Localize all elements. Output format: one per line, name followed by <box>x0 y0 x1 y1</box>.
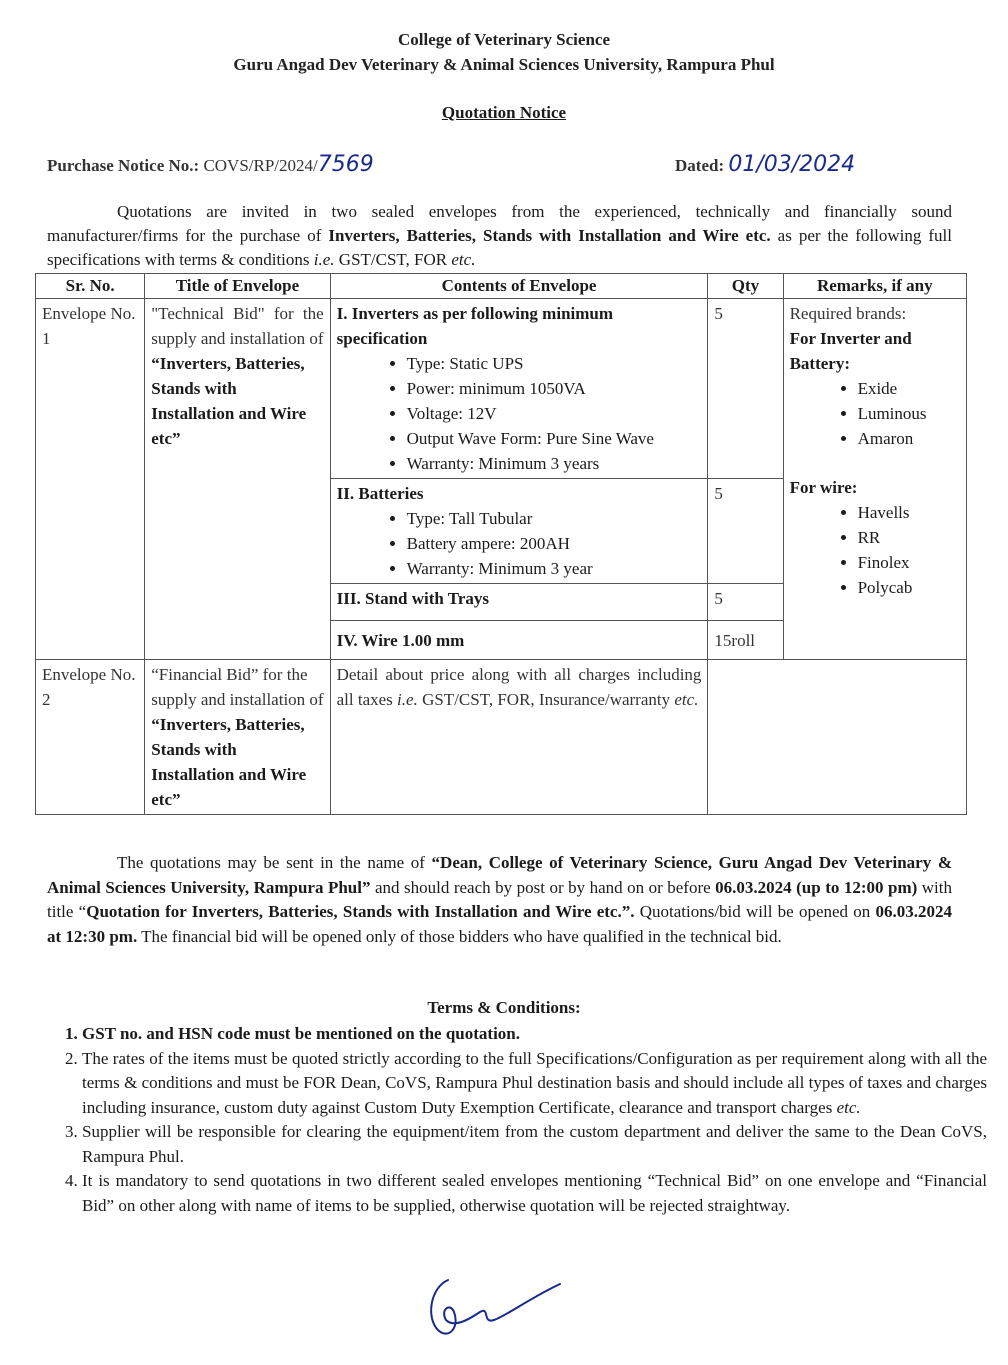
wire-qty: 15roll <box>708 621 783 660</box>
table-row <box>36 660 967 815</box>
list-item: • Voltage: 12V <box>407 401 702 426</box>
stand-qty: 5 <box>708 584 783 621</box>
remarks-intro: Required brands: <box>789 304 907 323</box>
after-g: Quotations/bid will be opened on <box>634 902 876 921</box>
env1-remarks <box>783 299 966 660</box>
handwritten-notice-number: 7569 <box>317 152 374 177</box>
list-item: • Battery ampere: 200AH <box>407 531 702 556</box>
table-header-row <box>36 274 967 299</box>
header-remarks: Remarks, if any <box>783 274 966 299</box>
inverter-list <box>337 351 702 476</box>
envelope-table <box>35 273 967 815</box>
dated-label: Dated: <box>675 156 725 175</box>
intro-paragraph <box>47 200 952 272</box>
submission-paragraph <box>47 851 952 949</box>
inverter-qty: 5 <box>708 299 783 479</box>
intro-text-a: Quotations are invited in two sealed envelopes from the experienced, technically and financially sound manufacturer/firms for the purchase of <box>47 202 952 245</box>
battery-list <box>337 506 702 581</box>
env2-ie: i.e. <box>397 690 418 709</box>
signature <box>420 1268 570 1348</box>
list-item: • Warranty: Minimum 3 years <box>407 451 702 476</box>
list-item: • RR <box>858 525 960 550</box>
wire-heading: IV. Wire 1.00 mm <box>336 630 465 650</box>
env2-contents-a: Detail about price along with all charges including all taxes <box>336 665 702 709</box>
remarks-inverter-head: For Inverter and Battery: <box>789 329 912 373</box>
table-row <box>36 299 967 479</box>
intro-ie: i.e. <box>313 250 335 269</box>
purchase-notice-label: Purchase Notice No.: <box>47 156 200 175</box>
intro-text-b: as per the following full specifications with terms & conditions <box>47 226 952 269</box>
list-item: • Polycab <box>858 575 960 600</box>
list-item: 3. Supplier will be responsible for clearing the equipment/item from the custom department and deliver the same to the Dean CoVS, Rampura Phul. <box>82 1120 987 1169</box>
env1-title-b: “Inverters, Batteries, Stands with Installation and Wire etc” <box>151 354 307 448</box>
env2-title <box>145 660 330 815</box>
after-title: Quotation for Inverters, Batteries, Stands with Installation and Wire etc.”. <box>86 902 635 921</box>
stand-spec <box>330 584 708 621</box>
university-name: Guru Angad Dev Veterinary & Animal Sciences University, Rampura Phul <box>233 55 775 74</box>
purchase-notice-line <box>47 152 947 177</box>
env2-contents-b: GST/CST, FOR, Insurance/warranty <box>417 690 675 709</box>
list-item: • Warranty: Minimum 3 year <box>407 556 702 581</box>
env1-title-a: "Technical Bid" for the supply and installation of <box>151 304 324 348</box>
stand-heading: III. Stand with Trays <box>336 589 490 608</box>
battery-spec <box>330 479 708 584</box>
wire-brand-list <box>790 500 960 600</box>
list-item: • Luminous <box>858 401 960 426</box>
college-name: College of Veterinary Science <box>398 30 610 49</box>
header-title: Title of Envelope <box>145 274 330 299</box>
remarks-wire-head: For wire: <box>789 478 858 497</box>
header-contents: Contents of Envelope <box>330 274 708 299</box>
env2-etc: etc. <box>674 690 699 709</box>
inverter-brand-list <box>790 376 960 451</box>
intro-items: Inverters, Batteries, Stands with Installation and Wire etc. <box>328 226 771 245</box>
after-opening: 06.03.2024 at 12:30 pm. <box>47 902 953 946</box>
wire-spec <box>330 621 708 660</box>
inverter-heading: I. Inverters as per following minimum specification <box>336 304 614 348</box>
intro-etc: etc. <box>451 250 476 269</box>
after-e: with title “ <box>47 877 952 921</box>
intro-text-c: GST/CST, FOR <box>334 250 452 269</box>
dated-group <box>675 152 855 177</box>
term2-text: The rates of the items must be quoted strictly according to the full Specifications/Configuration as per requirement along with all the terms & conditions and must be FOR Dean, CoVS, Rampura Phul destination basis and should include all types of taxes and charges including insurance, custom duty against Custom Duty Exemption Certificate, clearance and transport charges <box>82 1048 987 1117</box>
after-deadline: 06.03.2024 (up to 12:00 pm) <box>715 877 918 897</box>
list-item: • Amaron <box>858 426 960 451</box>
env2-title-a: “Financial Bid” for the supply and installation of <box>151 665 324 709</box>
after-i: The financial bid will be opened only of those bidders who have qualified in the technical bid. <box>137 926 782 946</box>
battery-heading: II. Batteries <box>336 484 424 503</box>
list-item: 1. GST no. and HSN code must be mentioned on the quotation. <box>82 1022 987 1047</box>
env2-sr: Envelope No. 2 <box>36 660 145 815</box>
env1-sr: Envelope No. 1 <box>36 299 145 660</box>
env1-title <box>145 299 330 660</box>
list-item: • Havells <box>858 500 960 525</box>
purchase-notice-number: COVS/RP/2024/ <box>203 156 318 175</box>
header-sr-no: Sr. No. <box>36 274 145 299</box>
env2-title-b: “Inverters, Batteries, Stands with Installation and Wire etc” <box>151 715 307 809</box>
battery-qty: 5 <box>708 479 783 584</box>
after-addressee: “Dean, College of Veterinary Science, Guru Angad Dev Veterinary & Animal Sciences University, Rampura Phul” <box>47 853 952 897</box>
handwritten-date: 01/03/2024 <box>728 152 856 177</box>
env2-contents <box>330 660 708 815</box>
terms-title: Terms & Conditions: <box>427 998 581 1017</box>
after-a: The quotations may be sent in the name of <box>117 853 432 872</box>
list-item: • Power: minimum 1050VA <box>407 376 702 401</box>
list-item: • Output Wave Form: Pure Sine Wave <box>407 426 702 451</box>
list-item: • Type: Tall Tubular <box>407 506 702 531</box>
term2-etc: etc. <box>836 1097 861 1117</box>
list-item: • Type: Static UPS <box>407 351 702 376</box>
list-item: 4. It is mandatory to send quotations in two different sealed envelopes mentioning “Technical Bid” on one envelope and “Financial Bid” on other along with name of items to be supplied, otherwise quotation will be rejected straightway. <box>82 1169 987 1218</box>
inverter-spec <box>330 299 708 479</box>
terms-list <box>47 1022 987 1218</box>
notice-title: Quotation Notice <box>441 103 567 122</box>
env2-empty-cell <box>708 660 967 815</box>
list-item <box>82 1047 987 1121</box>
after-c: and should reach by post or by hand on or before <box>370 877 716 897</box>
list-item: • Finolex <box>858 550 960 575</box>
list-item: • Exide <box>858 376 960 401</box>
header-qty: Qty <box>708 274 783 299</box>
